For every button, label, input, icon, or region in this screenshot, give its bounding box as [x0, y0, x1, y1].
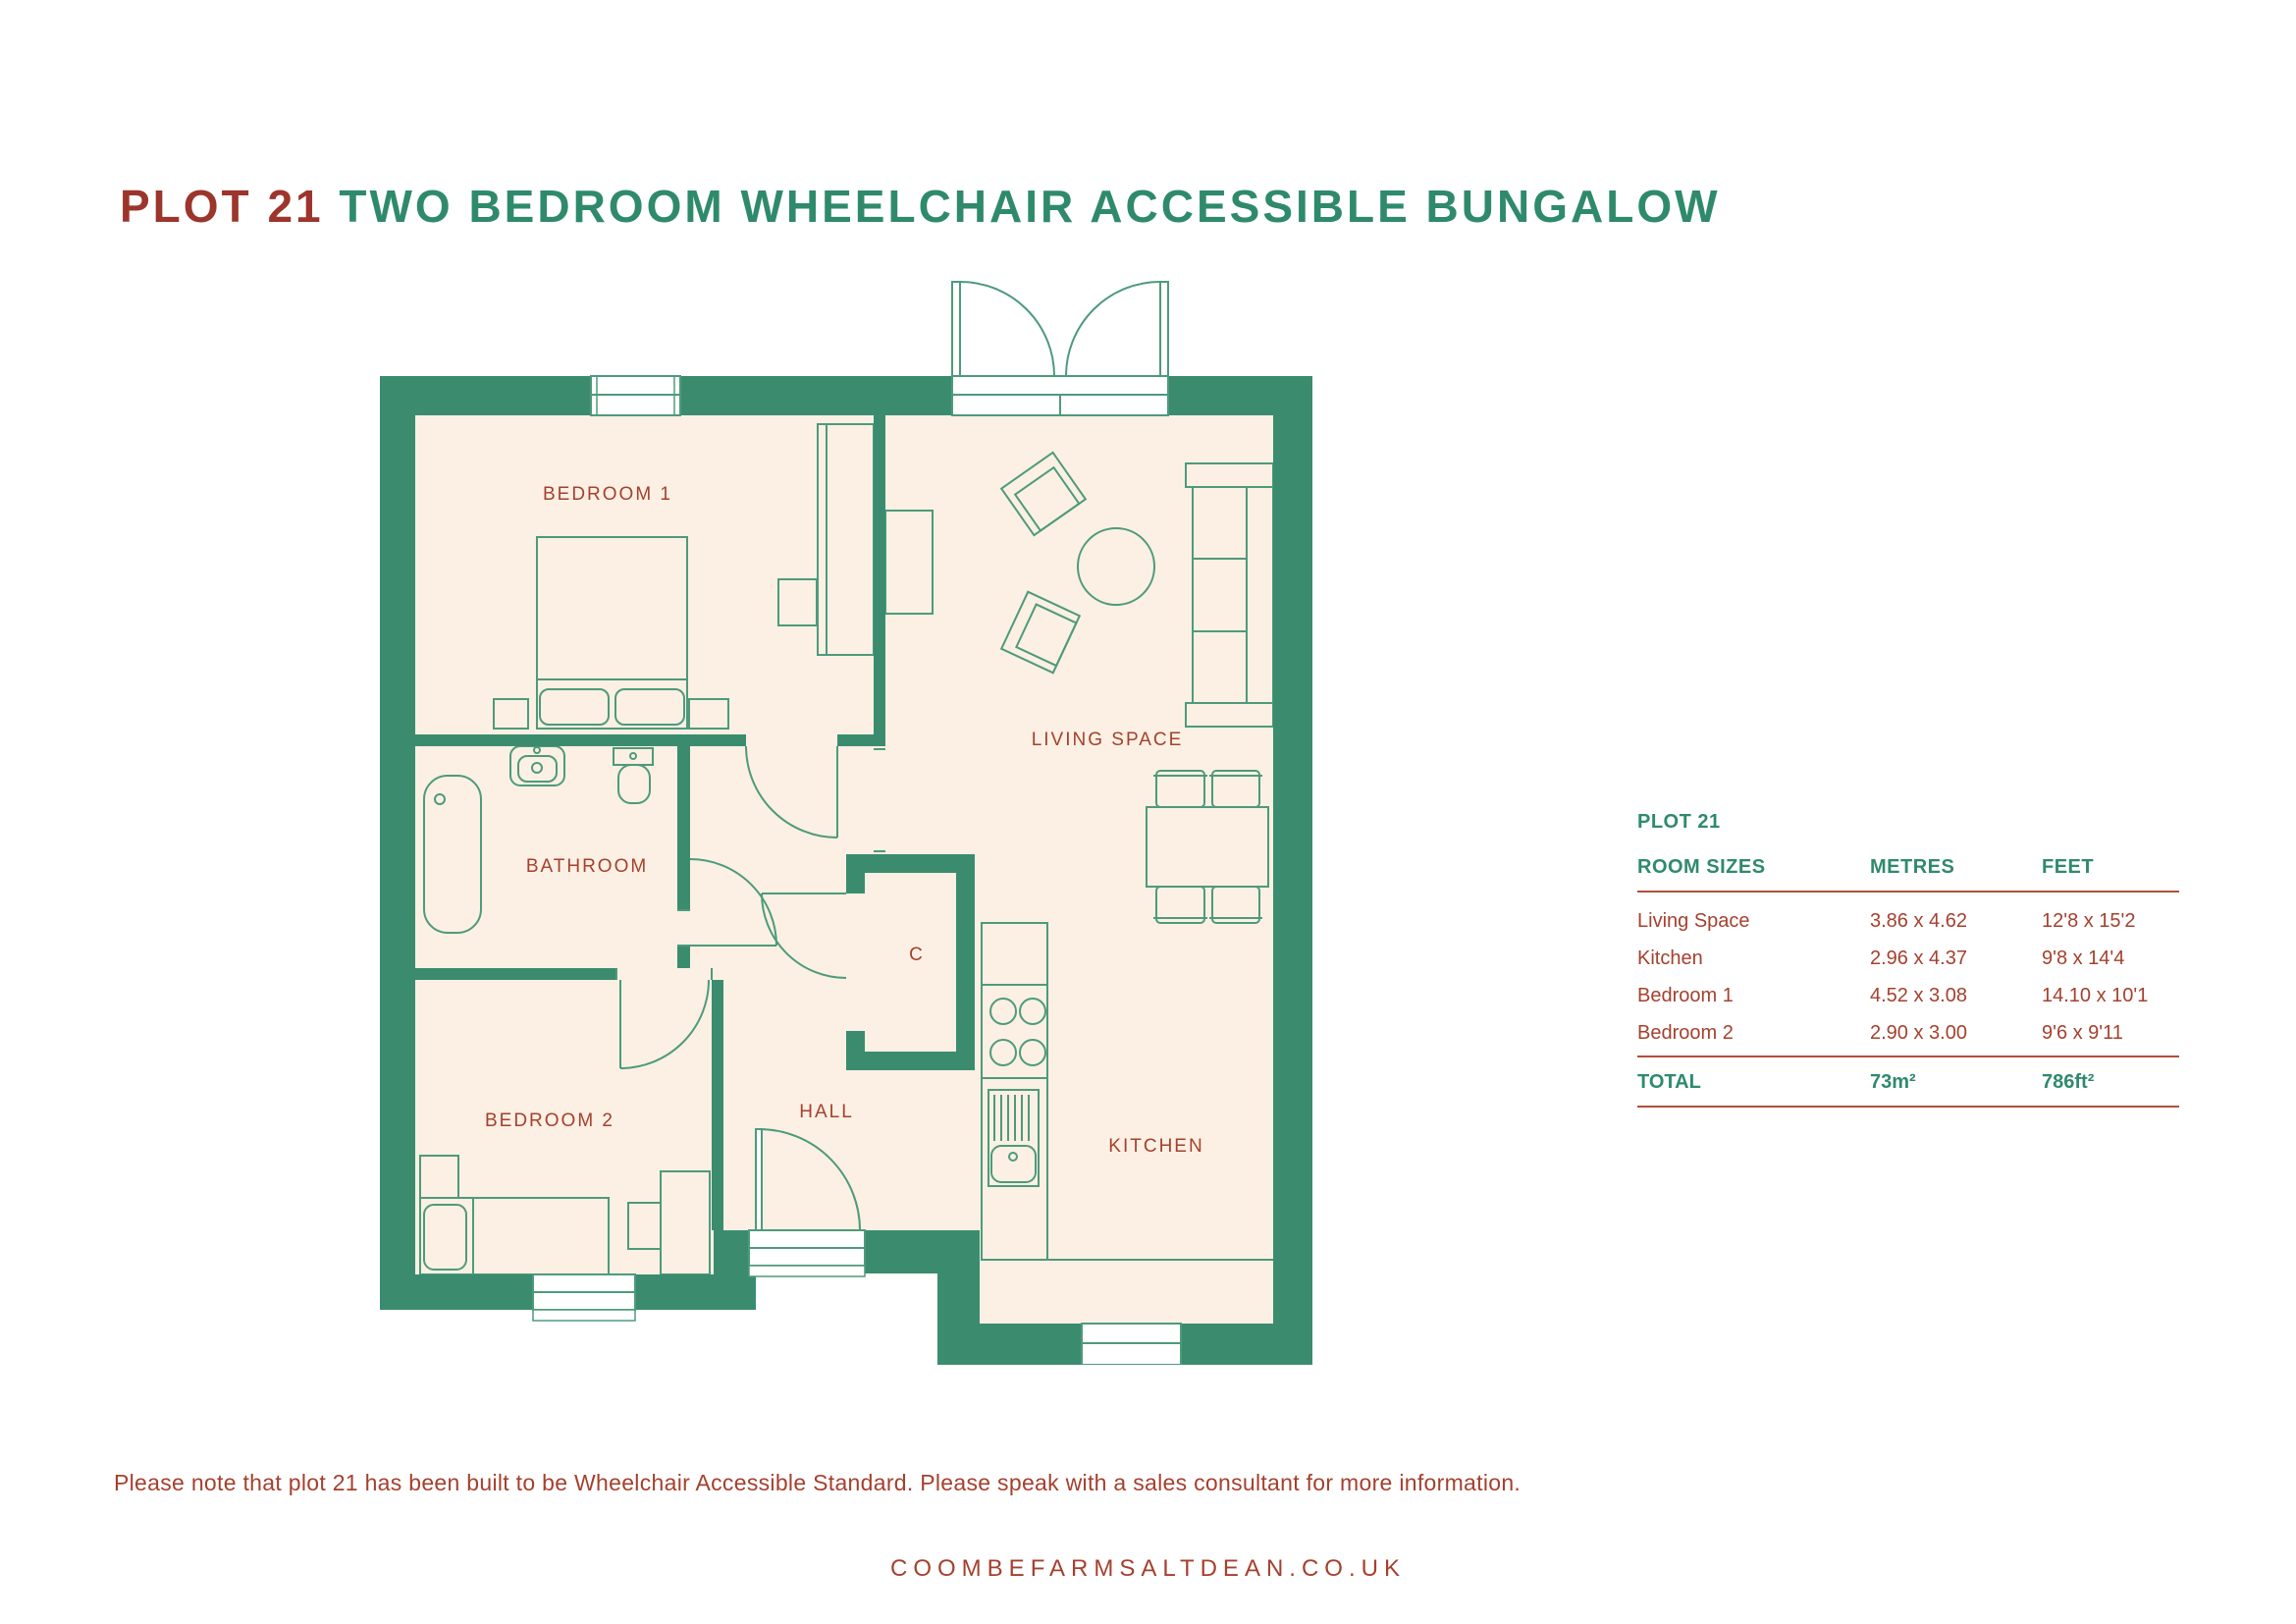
website-url: COOMBEFARMSALTDEAN.CO.UK	[890, 1555, 1406, 1582]
wall-cupboard-north	[846, 854, 975, 873]
wall-cupboard-west-a	[846, 873, 865, 893]
wall-hall-south	[865, 1230, 980, 1273]
wall-right	[1273, 376, 1312, 1365]
total-feet: 786ft²	[2042, 1071, 2095, 1093]
wall-kitchen-west	[937, 1273, 980, 1365]
cell-room: Living Space	[1637, 910, 1750, 932]
wall-entrance-step	[714, 1230, 749, 1310]
wall-bathroom-east-stub	[677, 946, 690, 968]
label-kitchen: KITCHEN	[1108, 1136, 1204, 1157]
label-bedroom1: BEDROOM 1	[542, 484, 673, 505]
page-title-plot: PLOT 21	[120, 180, 324, 232]
col-header-metres: METRES	[1870, 856, 1955, 878]
wall-cupboard-west-b	[846, 1031, 865, 1052]
french-door-threshold	[952, 376, 1168, 415]
floor-plan-svg	[380, 278, 1312, 1365]
wall-bed1-south	[415, 734, 746, 746]
cell-room: Kitchen	[1637, 947, 1703, 969]
label-cupboard: C	[909, 945, 925, 965]
table-row	[1637, 969, 2179, 1006]
table-rule	[1637, 891, 2179, 893]
doorway	[677, 910, 690, 946]
total-metres: 73m²	[1870, 1071, 1916, 1093]
wall-left	[380, 376, 415, 1310]
window	[1082, 1324, 1181, 1365]
label-bathroom: BATHROOM	[525, 856, 649, 877]
window	[533, 1274, 635, 1321]
table-rows	[1637, 894, 2179, 1044]
wall-top	[380, 376, 1312, 415]
wall-cupboard-east	[956, 854, 975, 1070]
wall-bathroom-east	[677, 746, 690, 910]
label-living-space: LIVING SPACE	[1031, 730, 1184, 750]
label-hall: HALL	[799, 1102, 854, 1122]
label-bedroom2: BEDROOM 2	[484, 1110, 615, 1131]
col-header-feet: FEET	[2042, 856, 2095, 878]
cell-feet: 9'6 x 9'11	[2042, 1022, 2123, 1044]
table-plot-title: PLOT 21	[1637, 811, 1721, 833]
table-rule	[1637, 1106, 2179, 1108]
total-label: TOTAL	[1637, 1071, 1701, 1093]
col-header-room-sizes: ROOM SIZES	[1637, 856, 1766, 878]
table-row	[1637, 894, 2179, 932]
cell-feet: 14.10 x 10'1	[2042, 985, 2149, 1006]
table-row	[1637, 1006, 2179, 1044]
cell-metres: 2.90 x 3.00	[1870, 1022, 1967, 1044]
cell-room: Bedroom 1	[1637, 985, 1734, 1006]
page-title	[120, 180, 1721, 233]
window	[591, 376, 680, 415]
cell-feet: 12'8 x 15'2	[2042, 910, 2136, 932]
cell-metres: 2.96 x 4.37	[1870, 947, 1967, 969]
table-row	[1637, 932, 2179, 969]
cell-feet: 9'8 x 14'4	[2042, 947, 2125, 969]
french-doors	[952, 282, 1168, 376]
wall-cupboard-south	[846, 1052, 975, 1070]
room-sizes-table	[1637, 811, 2179, 1108]
cell-metres: 3.86 x 4.62	[1870, 910, 1967, 932]
wall-bed2-east	[712, 980, 723, 1230]
front-door-threshold	[749, 1230, 865, 1276]
cell-room: Bedroom 2	[1637, 1022, 1734, 1044]
doorway	[616, 968, 712, 980]
floor-plan	[380, 278, 1312, 1365]
footer-note: Please note that plot 21 has been built to be Wheelchair Accessible Standard. Please speak with a sales consultant for more information.	[114, 1470, 1522, 1495]
table-rule	[1637, 1056, 2179, 1057]
wall-bed1-living-divider	[874, 415, 885, 746]
table-total-row	[1637, 1071, 2179, 1094]
table-header-row	[1637, 856, 2179, 879]
wall-bed2-north	[415, 968, 616, 980]
page-title-rest: TWO BEDROOM WHEELCHAIR ACCESSIBLE BUNGALOW	[323, 180, 1721, 232]
cell-metres: 4.52 x 3.08	[1870, 985, 1967, 1006]
